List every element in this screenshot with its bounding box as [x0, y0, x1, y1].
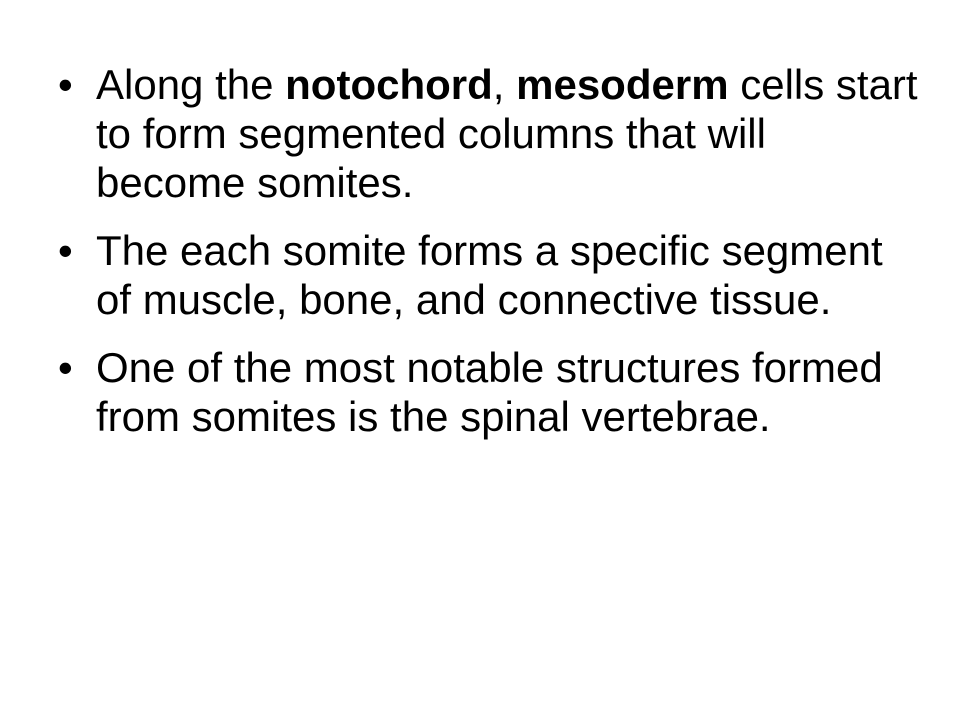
bullet-text-segment: , — [492, 61, 517, 108]
bullet-item-2 — [58, 226, 918, 324]
bullet-text-segment: cells start to form segmented columns that will become somites. — [96, 61, 918, 206]
bullet-icon: • — [58, 227, 73, 274]
bullet-text-segment: Along the — [96, 61, 286, 108]
bullet-item-1 — [58, 60, 918, 207]
term-mesoderm: mesoderm — [516, 61, 729, 108]
term-notochord: notochord — [285, 61, 493, 108]
bullet-list — [58, 60, 918, 460]
bullet-item-3 — [58, 343, 918, 441]
bullet-text: One of the most notable structures formed from somites is the spinal vertebrae. — [96, 344, 883, 440]
bullet-text: The each somite forms a specific segment of muscle, bone, and connective tissue. — [96, 227, 883, 323]
bullet-text — [96, 61, 918, 206]
bullet-icon: • — [58, 344, 73, 391]
bullet-icon: • — [58, 61, 73, 108]
